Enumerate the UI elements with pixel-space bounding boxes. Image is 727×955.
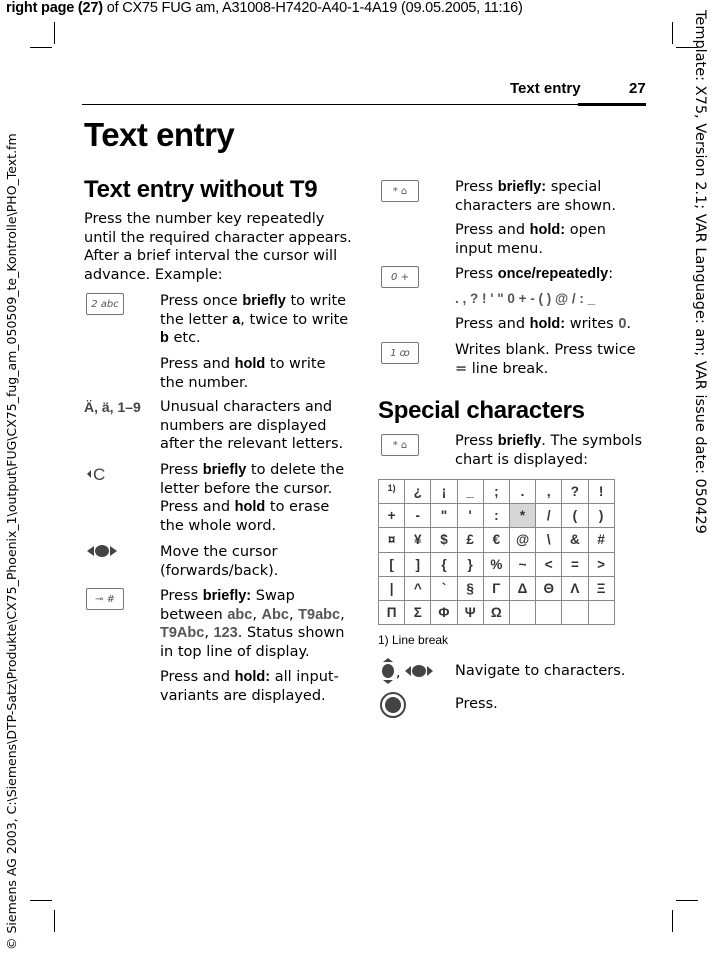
table-cell: { <box>431 552 457 576</box>
page-number: 27 <box>629 80 646 97</box>
svg-text:,: , <box>396 665 401 681</box>
table-cell: ; <box>483 480 509 504</box>
table-row <box>379 576 615 600</box>
one-desc: Writes blank. Press twice = line break. <box>455 342 636 377</box>
table-cell-selected: * <box>509 504 535 528</box>
table-cell: ¡ <box>431 480 457 504</box>
crop-mark <box>672 910 673 932</box>
star-desc-1: Press briefly: special characters are shown. <box>455 179 616 214</box>
key-1-icon: 1 ꝏ <box>381 342 419 364</box>
table-cell: | <box>379 576 405 600</box>
center-select-icon <box>379 691 407 719</box>
umlaut-desc: Unusual characters and numbers are displayed after the relevant letters. <box>160 399 344 452</box>
table-cell: Π <box>379 600 405 624</box>
crop-mark <box>30 900 52 901</box>
table-cell: = <box>562 552 588 576</box>
crop-mark <box>30 47 52 48</box>
nav-left-right-icon <box>84 543 120 559</box>
table-cell: ! <box>588 480 614 504</box>
zero-chars: . , ? ! ' " 0 + - ( ) @ / : _ <box>455 291 596 306</box>
key2-desc-1: Press once briefly to write the letter a, twice to write b etc. <box>160 293 349 346</box>
page-title: Text entry <box>84 116 235 153</box>
table-cell: ¿ <box>405 480 431 504</box>
table-cell: 1) <box>379 480 405 504</box>
table-row <box>379 552 615 576</box>
table-cell <box>562 600 588 624</box>
section-heading-no-t9: Text entry without T9 <box>84 176 318 203</box>
table-cell: . <box>509 480 535 504</box>
table-cell: \ <box>536 528 562 552</box>
symbol-table <box>378 479 615 625</box>
table-cell: Ψ <box>457 600 483 624</box>
nav-chars-desc: Navigate to characters. <box>455 663 626 679</box>
table-cell: " <box>431 504 457 528</box>
svg-text:C: C <box>93 465 106 484</box>
special-desc: Press briefly. The symbols chart is displayed: <box>455 433 643 468</box>
header-rule <box>82 104 646 105</box>
press-desc: Press. <box>455 696 498 712</box>
intro-text: Press the number key repeatedly until the required character appears. After a brief interval the cursor will advance. Example: <box>84 211 352 283</box>
table-cell: % <box>483 552 509 576</box>
crop-mark <box>54 910 55 932</box>
table-cell: $ <box>431 528 457 552</box>
top-line: right page (27) of CX75 FUG am, A31008-H7420-A40-1-4A19 (09.05.2005, 11:16) <box>6 0 523 16</box>
table-cell: ^ <box>405 576 431 600</box>
nav-desc: Move the cursor (forwards/back). <box>160 544 279 579</box>
table-row <box>379 600 615 624</box>
crop-mark <box>54 22 55 44</box>
table-cell: ( <box>562 504 588 528</box>
clear-key-icon <box>84 463 110 485</box>
table-cell: + <box>379 504 405 528</box>
section-heading-special: Special characters <box>378 397 585 424</box>
table-cell: ) <box>588 504 614 528</box>
header-rule-bold <box>578 103 646 106</box>
table-cell: ¥ <box>405 528 431 552</box>
key-star-icon: * ⌂ <box>381 434 419 456</box>
table-cell: Ξ <box>588 576 614 600</box>
table-cell: / <box>536 504 562 528</box>
table-cell: } <box>457 552 483 576</box>
nav-up-down-icon <box>379 657 441 685</box>
table-cell: > <box>588 552 614 576</box>
table-cell: < <box>536 552 562 576</box>
table-cell: ~ <box>509 552 535 576</box>
hash-desc-2: Press and hold: all input-variants are displayed. <box>160 669 339 704</box>
table-cell: Γ <box>483 576 509 600</box>
table-cell: Σ <box>405 600 431 624</box>
clear-desc: Press briefly to delete the letter before the cursor. Press and hold to erase the whole word. <box>160 462 345 534</box>
table-cell: Ω <box>483 600 509 624</box>
template-info: Template: X75, Version 2.1; VAR Language: am; VAR issue date: 050429 <box>692 10 708 534</box>
zero-desc-2: Press and hold: writes 0. <box>455 316 632 332</box>
crop-mark <box>672 22 673 44</box>
header-title: Text entry <box>510 80 581 97</box>
table-cell <box>588 600 614 624</box>
table-cell: Θ <box>536 576 562 600</box>
table-cell: [ <box>379 552 405 576</box>
umlaut-label: Ä, ä, 1–9 <box>84 399 141 415</box>
table-cell: £ <box>457 528 483 552</box>
table-cell: , <box>536 480 562 504</box>
table-cell: _ <box>457 480 483 504</box>
copyright-path: © Siemens AG 2003, C:\Siemens\DTP-Satz\Produkte\CX75_Phoenix_1\output\FUG\CX75_fug_am_050509_te_Kontrolle\PHO_Text.fm <box>4 133 19 950</box>
table-cell: € <box>483 528 509 552</box>
table-row <box>379 504 615 528</box>
table-cell: : <box>483 504 509 528</box>
table-cell: ¤ <box>379 528 405 552</box>
crop-mark <box>676 900 698 901</box>
table-cell: Φ <box>431 600 457 624</box>
table-cell <box>509 600 535 624</box>
table-cell: ` <box>431 576 457 600</box>
key2-desc-2: Press and hold to write the number. <box>160 356 326 391</box>
table-cell: & <box>562 528 588 552</box>
star-desc-2: Press and hold: open input menu. <box>455 222 606 257</box>
key-2-icon: 2 abc <box>86 293 124 315</box>
table-cell: ] <box>405 552 431 576</box>
table-row <box>379 480 615 504</box>
table-cell: # <box>588 528 614 552</box>
key-0-icon: 0 + <box>381 266 419 288</box>
zero-desc-1: Press once/repeatedly: <box>455 266 614 282</box>
table-cell: ' <box>457 504 483 528</box>
table-cell: @ <box>509 528 535 552</box>
table-cell: § <box>457 576 483 600</box>
table-cell: Λ <box>562 576 588 600</box>
hash-desc-1: Press briefly: Swap between abc, Abc, T9abc, T9Abc, 123. Status shown in top line of display. <box>160 588 345 660</box>
table-row <box>379 528 615 552</box>
table-cell <box>536 600 562 624</box>
table-cell: - <box>405 504 431 528</box>
table-cell: ? <box>562 480 588 504</box>
key-hash-icon: ⊸ # <box>86 588 124 610</box>
footnote: 1) Line break <box>378 633 449 647</box>
table-cell: Δ <box>509 576 535 600</box>
key-star-icon: * ⌂ <box>381 180 419 202</box>
